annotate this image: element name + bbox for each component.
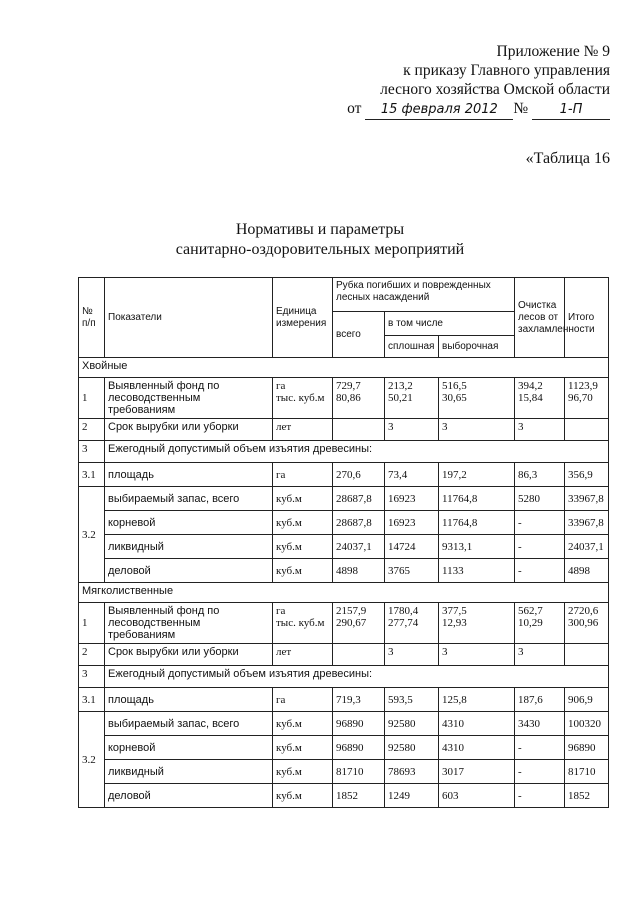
table-cell [333,419,385,441]
table-row [79,784,609,808]
appendix-line: Приложение № 9 [496,43,610,60]
table-cell: 96890 [333,736,385,760]
col-num: № п/п [79,278,105,358]
table-cell: 100320 [565,712,609,736]
table-cell [333,644,385,666]
cell-line: 290,67 [336,617,367,629]
table-cell: 73,4 [385,463,439,487]
table-cell: 3017 [439,760,515,784]
cell-line: тыс. куб.м [276,392,325,404]
cell-line: га [276,380,286,392]
table-cell [565,644,609,666]
handwritten-date: 15 февраля 2012 [365,100,513,120]
table-cell: Срок вырубки или уборки [105,644,273,666]
cell-line: 1780,4 [388,605,419,617]
table-cell: 28687,8 [333,511,385,535]
cell-line: 516,5 [442,380,467,392]
table-cell: 28687,8 [333,487,385,511]
table-cell: 24037,1 [565,535,609,559]
table-cell: 270,6 [333,463,385,487]
table-row [79,644,609,666]
table-row [79,441,609,463]
table-cell: 81710 [565,760,609,784]
table-row [79,712,609,736]
table-row [79,535,609,559]
table-cell [565,378,609,419]
table-cell [439,603,515,644]
table-cell: 2 [79,419,105,441]
table-cell: Срок вырубки или уборки [105,419,273,441]
cell-line: 96,70 [568,392,593,404]
table-cell: 96890 [565,736,609,760]
table-cell: - [515,535,565,559]
cell-line: 80,86 [336,392,361,404]
table-cell: 187,6 [515,688,565,712]
table-cell: 3.2 [79,487,105,583]
table-cell: - [515,736,565,760]
cell-line: 562,7 [518,605,543,617]
table-cell: 593,5 [385,688,439,712]
table-cell: 16923 [385,511,439,535]
table-cell: 719,3 [333,688,385,712]
table-cell: 1133 [439,559,515,583]
table-cell: площадь [105,463,273,487]
title-line-2: санитарно-оздоровительных мероприятий [175,241,465,258]
handwritten-number: 1-П [532,100,610,120]
table-cell: 5280 [515,487,565,511]
cell-line: 10,29 [518,617,543,629]
col-cutting: Рубка погибших и поврежденных лесных насаждений [333,278,515,312]
table-cell: 906,9 [565,688,609,712]
table-number: «Таблица 16 [525,150,610,167]
table-cell [273,603,333,644]
table-cell: Выявленный фонд по лесоводственным требованиям [105,603,273,644]
table-cell: - [515,559,565,583]
table-cell: 1852 [565,784,609,808]
table-cell: выбираемый запас, всего [105,712,273,736]
table-cell: 33967,8 [565,487,609,511]
table-cell [333,378,385,419]
table-cell: Ежегодный допустимый объем изъятия древесины: [105,441,609,463]
table-body [79,358,609,808]
document-title [0,220,640,260]
table-cell: - [515,784,565,808]
table-cell: - [515,760,565,784]
section-name: Мягколиственные [79,583,609,603]
table-cell: га [273,688,333,712]
table-cell: 78693 [385,760,439,784]
table-cell [565,419,609,441]
table-cell [385,378,439,419]
table-cell: 3 [79,441,105,463]
table-cell: Выявленный фонд по лесоводственным требованиям [105,378,273,419]
table-cell: 11764,8 [439,511,515,535]
cell-line: 12,93 [442,617,467,629]
table-cell: 1 [79,603,105,644]
order-line: к приказу Главного управления [403,62,610,79]
cell-line: га [276,605,286,617]
table-cell: 86,3 [515,463,565,487]
table-cell: корневой [105,736,273,760]
cell-line: 394,2 [518,380,543,392]
table-cell [273,378,333,419]
table-cell: куб.м [273,712,333,736]
table-cell: 1 [79,378,105,419]
cell-line: 50,21 [388,392,413,404]
table-cell: - [515,511,565,535]
norms-table [78,277,609,808]
table-cell [515,378,565,419]
cell-line: 277,74 [388,617,419,629]
col-including: в том числе [385,312,515,336]
section-name: Хвойные [79,358,609,378]
col-unit: Единица измерения [273,278,333,358]
table-cell: га [273,463,333,487]
table-cell: 9313,1 [439,535,515,559]
table-cell: площадь [105,688,273,712]
table-cell: 3 [515,644,565,666]
table-row [79,419,609,441]
table-cell: 1852 [333,784,385,808]
table-cell [565,603,609,644]
table-cell: 3 [385,419,439,441]
number-sign: № [513,100,529,117]
table-cell: 356,9 [565,463,609,487]
table-cell: 3.1 [79,688,105,712]
table-cell: 11764,8 [439,487,515,511]
table-cell: деловой [105,784,273,808]
col-selective: выборочная [439,336,515,358]
cell-line: 1123,9 [568,380,598,392]
table-cell: 24037,1 [333,535,385,559]
section-row [79,583,609,603]
col-itogo: Итого [565,278,609,358]
col-cleaning: Очистка лесов от захламленности [515,278,565,358]
table-cell: 3.2 [79,712,105,808]
from-label: от [347,100,362,117]
table-row [79,736,609,760]
authority-line: лесного хозяйства Омской области [380,81,610,98]
table-cell: 96890 [333,712,385,736]
table-cell [385,603,439,644]
table-row [79,378,609,419]
table-row [79,688,609,712]
col-total: всего [333,312,385,358]
table-row [79,559,609,583]
table-cell [439,378,515,419]
table-cell: куб.м [273,760,333,784]
table-cell: корневой [105,511,273,535]
table-cell: 92580 [385,712,439,736]
table-cell: 3 [439,644,515,666]
table-cell: 3 [439,419,515,441]
table-cell [333,603,385,644]
table-cell: 14724 [385,535,439,559]
table-cell: 92580 [385,736,439,760]
table-cell: 197,2 [439,463,515,487]
table-cell: 3 [385,644,439,666]
cell-line: 213,2 [388,380,413,392]
table-cell: 81710 [333,760,385,784]
section-row [79,358,609,378]
table-cell: 125,8 [439,688,515,712]
table-cell: куб.м [273,784,333,808]
table-cell: выбираемый запас, всего [105,487,273,511]
table-cell: 33967,8 [565,511,609,535]
table-cell: 4310 [439,736,515,760]
table-cell: 1249 [385,784,439,808]
table-cell: 4310 [439,712,515,736]
table-cell: 3 [515,419,565,441]
table-row [79,511,609,535]
table-cell: куб.м [273,736,333,760]
table-cell: куб.м [273,535,333,559]
table-row [79,760,609,784]
table-cell: лет [273,644,333,666]
cell-line: 300,96 [568,617,599,629]
table-cell: куб.м [273,487,333,511]
table-row [79,666,609,688]
col-indicators: Показатели [105,278,273,358]
table-row [79,487,609,511]
table-cell: ликвидный [105,535,273,559]
cell-line: 729,7 [336,380,361,392]
cell-line: 2720,6 [568,605,599,617]
table-cell: лет [273,419,333,441]
document-header [347,42,610,120]
table-cell: 3.1 [79,463,105,487]
table-cell: 2 [79,644,105,666]
cell-line: 15,84 [518,392,543,404]
cell-line: 2157,9 [336,605,367,617]
table-row [79,603,609,644]
table-cell: 3 [79,666,105,688]
table-cell: куб.м [273,511,333,535]
table-row [79,463,609,487]
table-cell: 603 [439,784,515,808]
table-cell: ликвидный [105,760,273,784]
cell-line: 30,65 [442,392,467,404]
table-cell: куб.м [273,559,333,583]
table-cell: 3430 [515,712,565,736]
cell-line: тыс. куб.м [276,617,325,629]
table-cell: деловой [105,559,273,583]
table-cell [515,603,565,644]
title-line-1: Нормативы и параметры [235,221,405,238]
cell-line: 377,5 [442,605,467,617]
table-cell: 4898 [333,559,385,583]
table-cell: 16923 [385,487,439,511]
col-clear: сплошная [385,336,439,358]
date-line [347,99,610,120]
table-cell: 3765 [385,559,439,583]
table-cell: 4898 [565,559,609,583]
table-cell: Ежегодный допустимый объем изъятия древесины: [105,666,609,688]
